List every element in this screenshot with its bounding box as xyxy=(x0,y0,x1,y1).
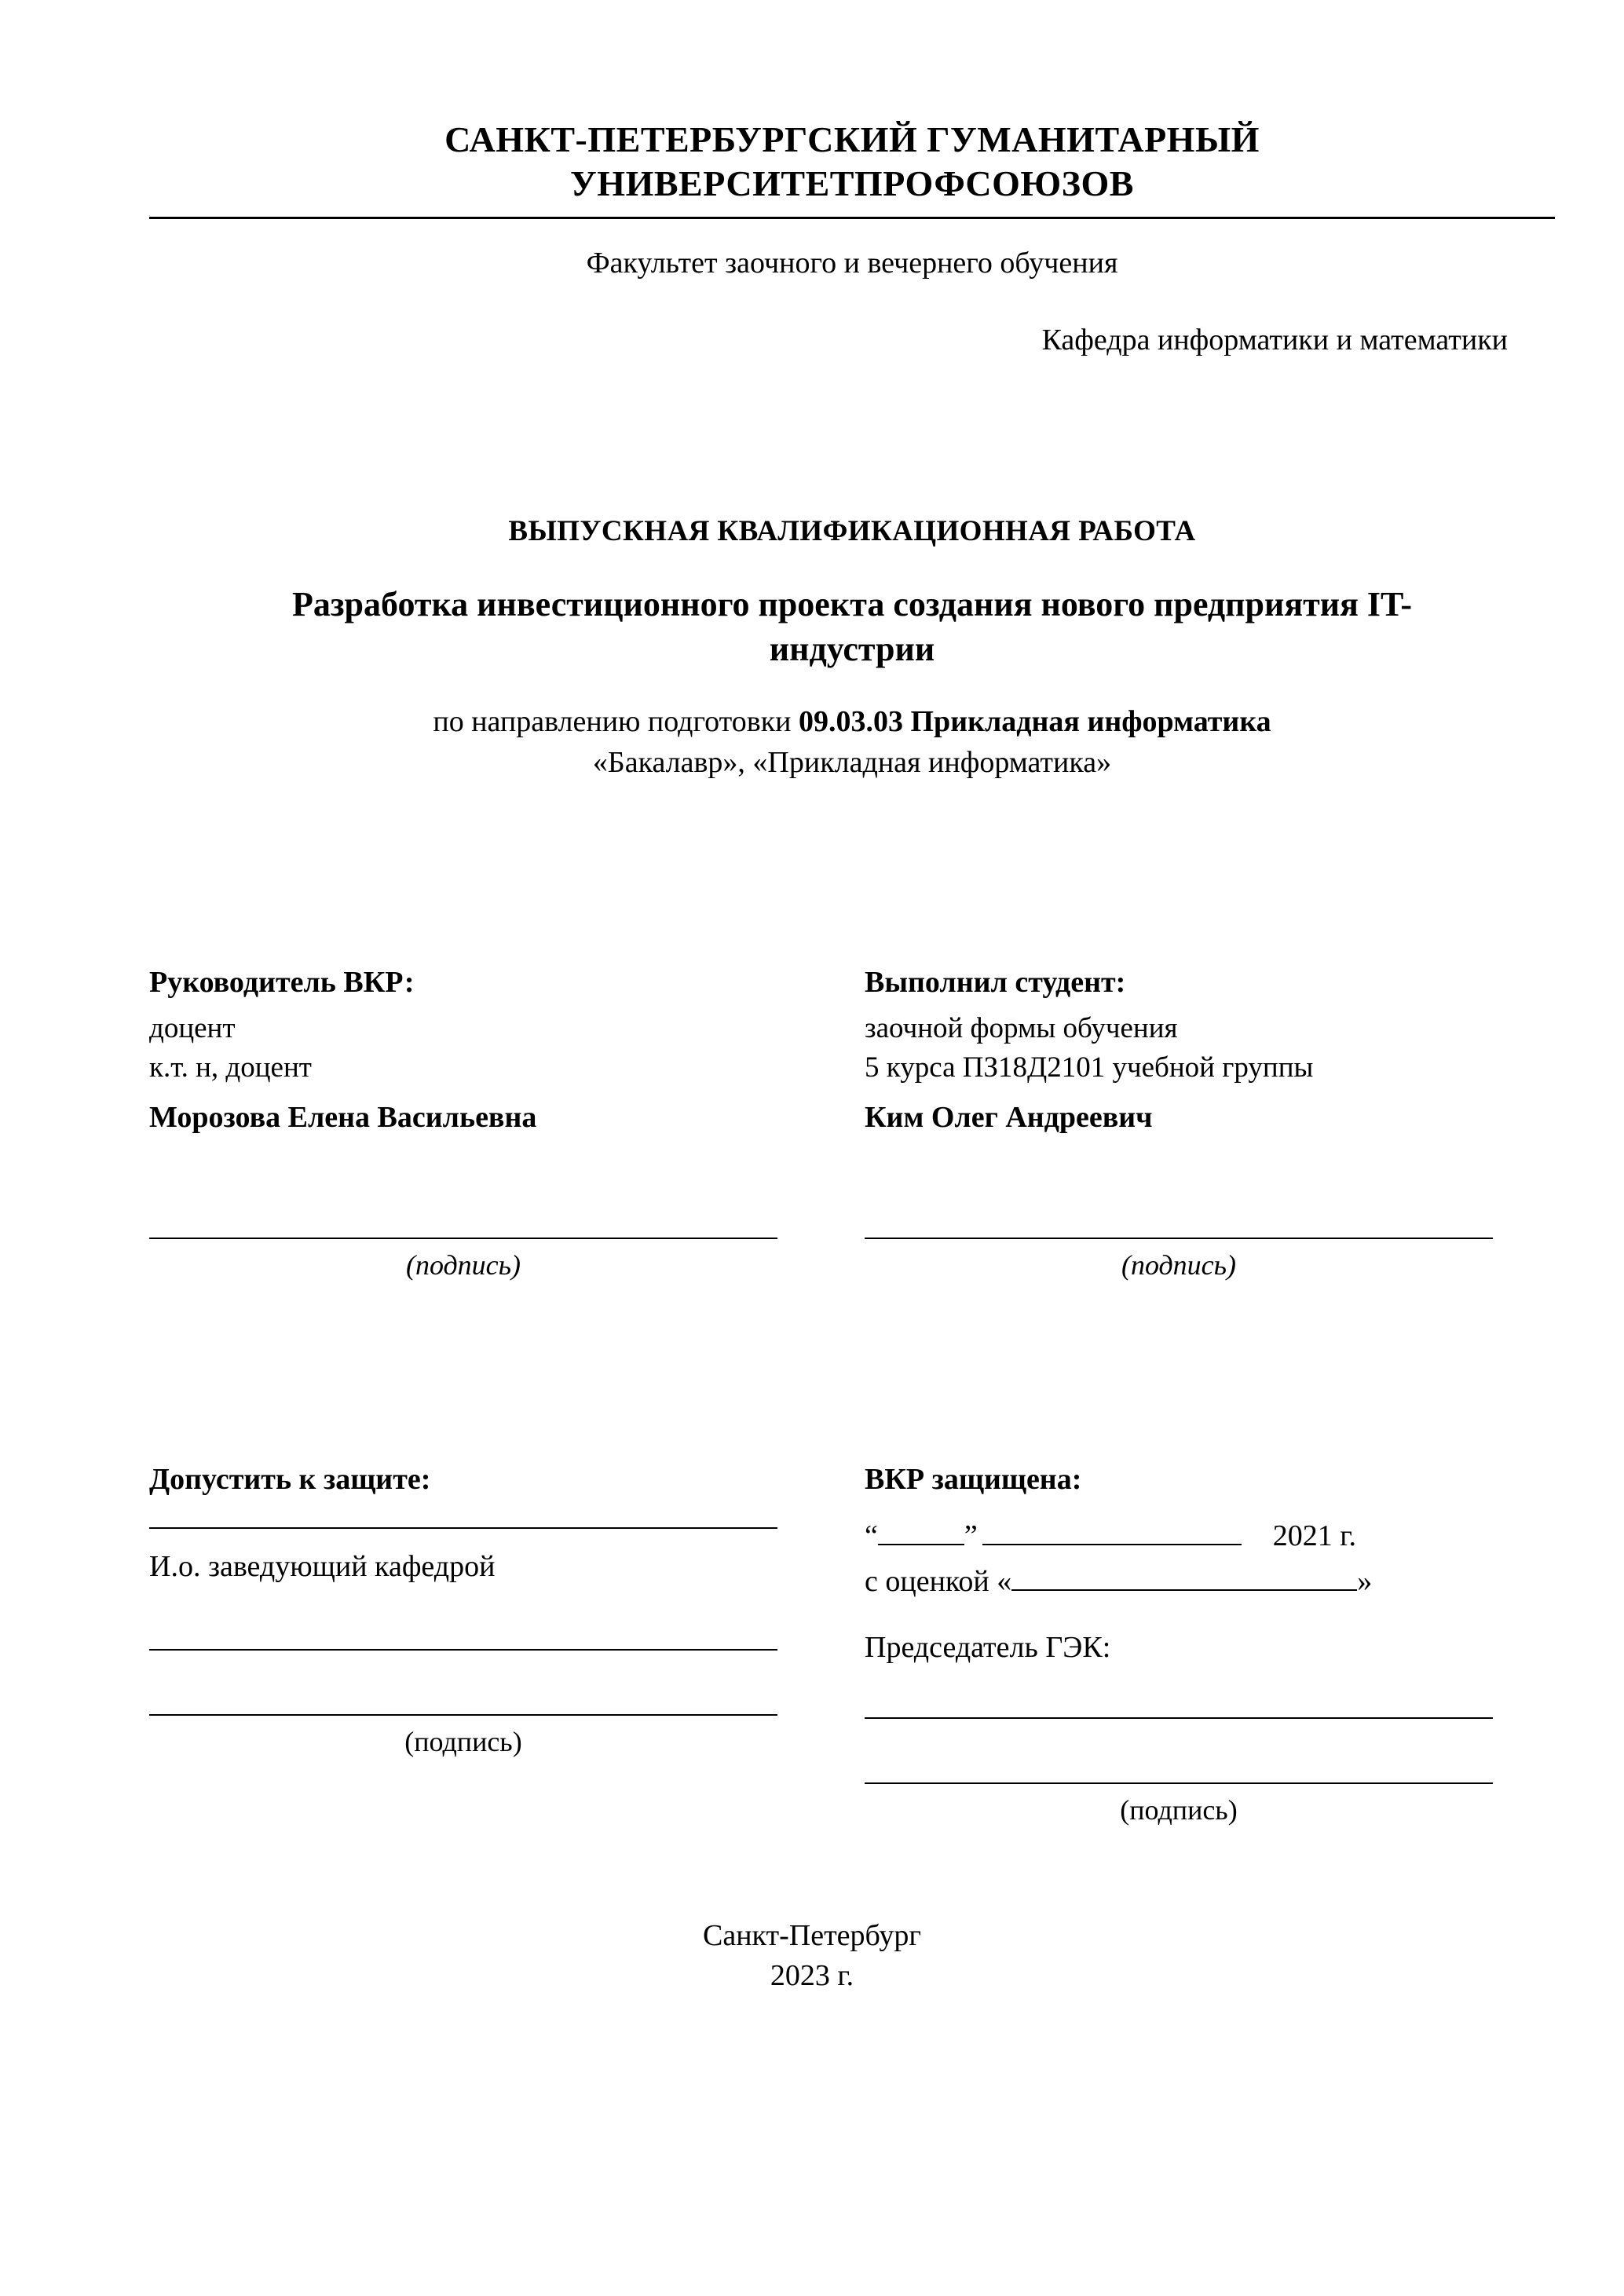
student-study-form: заочной формы обучения xyxy=(865,1011,1178,1044)
header-divider xyxy=(149,217,1555,219)
admission-blank-line-1 xyxy=(149,1526,777,1529)
student-signature-caption: (подпись) xyxy=(1121,1249,1237,1281)
direction-line xyxy=(149,704,1555,739)
student-role-label: Выполнил студент: xyxy=(865,965,1126,999)
supervisor-position: доцент xyxy=(149,1011,236,1044)
student-signature-line xyxy=(865,1237,1493,1239)
department-name: Кафедра информатики и математики xyxy=(1041,324,1508,357)
chairman-signature-line xyxy=(865,1782,1493,1784)
defense-year: 2021 г. xyxy=(1272,1519,1357,1553)
admission-signature-caption: (подпись) xyxy=(404,1726,522,1758)
work-type: ВЫПУСКНАЯ КВАЛИФИКАЦИОННАЯ РАБОТА xyxy=(508,515,1196,548)
admission-signature-line xyxy=(149,1713,777,1716)
defense-block xyxy=(852,1462,1555,1826)
admission-blank-line-2 xyxy=(149,1648,777,1651)
student-name: Ким Олег Андреевич xyxy=(865,1101,1153,1135)
supervisor-role-label: Руководитель ВКР: xyxy=(149,965,415,999)
supervisor-block xyxy=(149,965,852,1282)
admission-block xyxy=(149,1462,852,1826)
footer-city: Санкт-Петербург xyxy=(702,1919,922,1952)
defense-day-blank xyxy=(878,1544,964,1545)
supervisor-degree: к.т. н, доцент xyxy=(149,1051,312,1084)
grade-close: » xyxy=(1357,1565,1373,1599)
supervisor-name: Морозова Елена Васильевна xyxy=(149,1101,537,1135)
defense-heading: ВКР защищена: xyxy=(865,1463,1082,1497)
direction-prefix: по направлению подготовки xyxy=(433,704,799,738)
page-title: Разработка инвестиционного проекта создания нового предприятия IT-индустрии xyxy=(292,585,1412,668)
quote-close: ” xyxy=(964,1519,978,1553)
student-block xyxy=(852,965,1555,1282)
supervisor-signature-line xyxy=(149,1237,777,1239)
signature-section xyxy=(149,965,1555,1282)
document-footer xyxy=(0,1916,1624,1997)
approval-section xyxy=(149,1462,1555,1826)
faculty-name: Факультет заочного и вечернего обучения xyxy=(586,247,1118,280)
defense-month-blank xyxy=(982,1544,1242,1545)
document-body xyxy=(149,118,1555,1826)
defense-date-row xyxy=(865,1519,1555,1553)
qualification-line: «Бакалавр», «Прикладная информатика» xyxy=(592,745,1112,779)
university-title: САНКТ-ПЕТЕРБУРГСКИЙ ГУМАНИТАРНЫЙ УНИВЕРСИТЕТПРОФСОЮЗОВ xyxy=(444,119,1260,204)
grade-label: с оценкой « xyxy=(865,1565,1012,1599)
chairman-label: Председатель ГЭК: xyxy=(865,1631,1111,1665)
student-group: 5 курса ПЗ18Д2101 учебной группы xyxy=(865,1051,1314,1084)
admission-position: И.о. заведующий кафедрой xyxy=(149,1550,496,1584)
defense-grade-row xyxy=(865,1564,1555,1599)
grade-blank xyxy=(1011,1589,1357,1591)
quote-open: “ xyxy=(865,1519,878,1553)
chairman-name-line xyxy=(865,1717,1493,1719)
supervisor-signature-caption: (подпись) xyxy=(405,1249,521,1281)
admission-heading: Допустить к защите: xyxy=(149,1463,431,1497)
chairman-signature-caption: (подпись) xyxy=(1120,1794,1238,1826)
footer-year: 2023 г. xyxy=(770,1959,854,1993)
direction-code: 09.03.03 Прикладная информатика xyxy=(799,704,1271,738)
